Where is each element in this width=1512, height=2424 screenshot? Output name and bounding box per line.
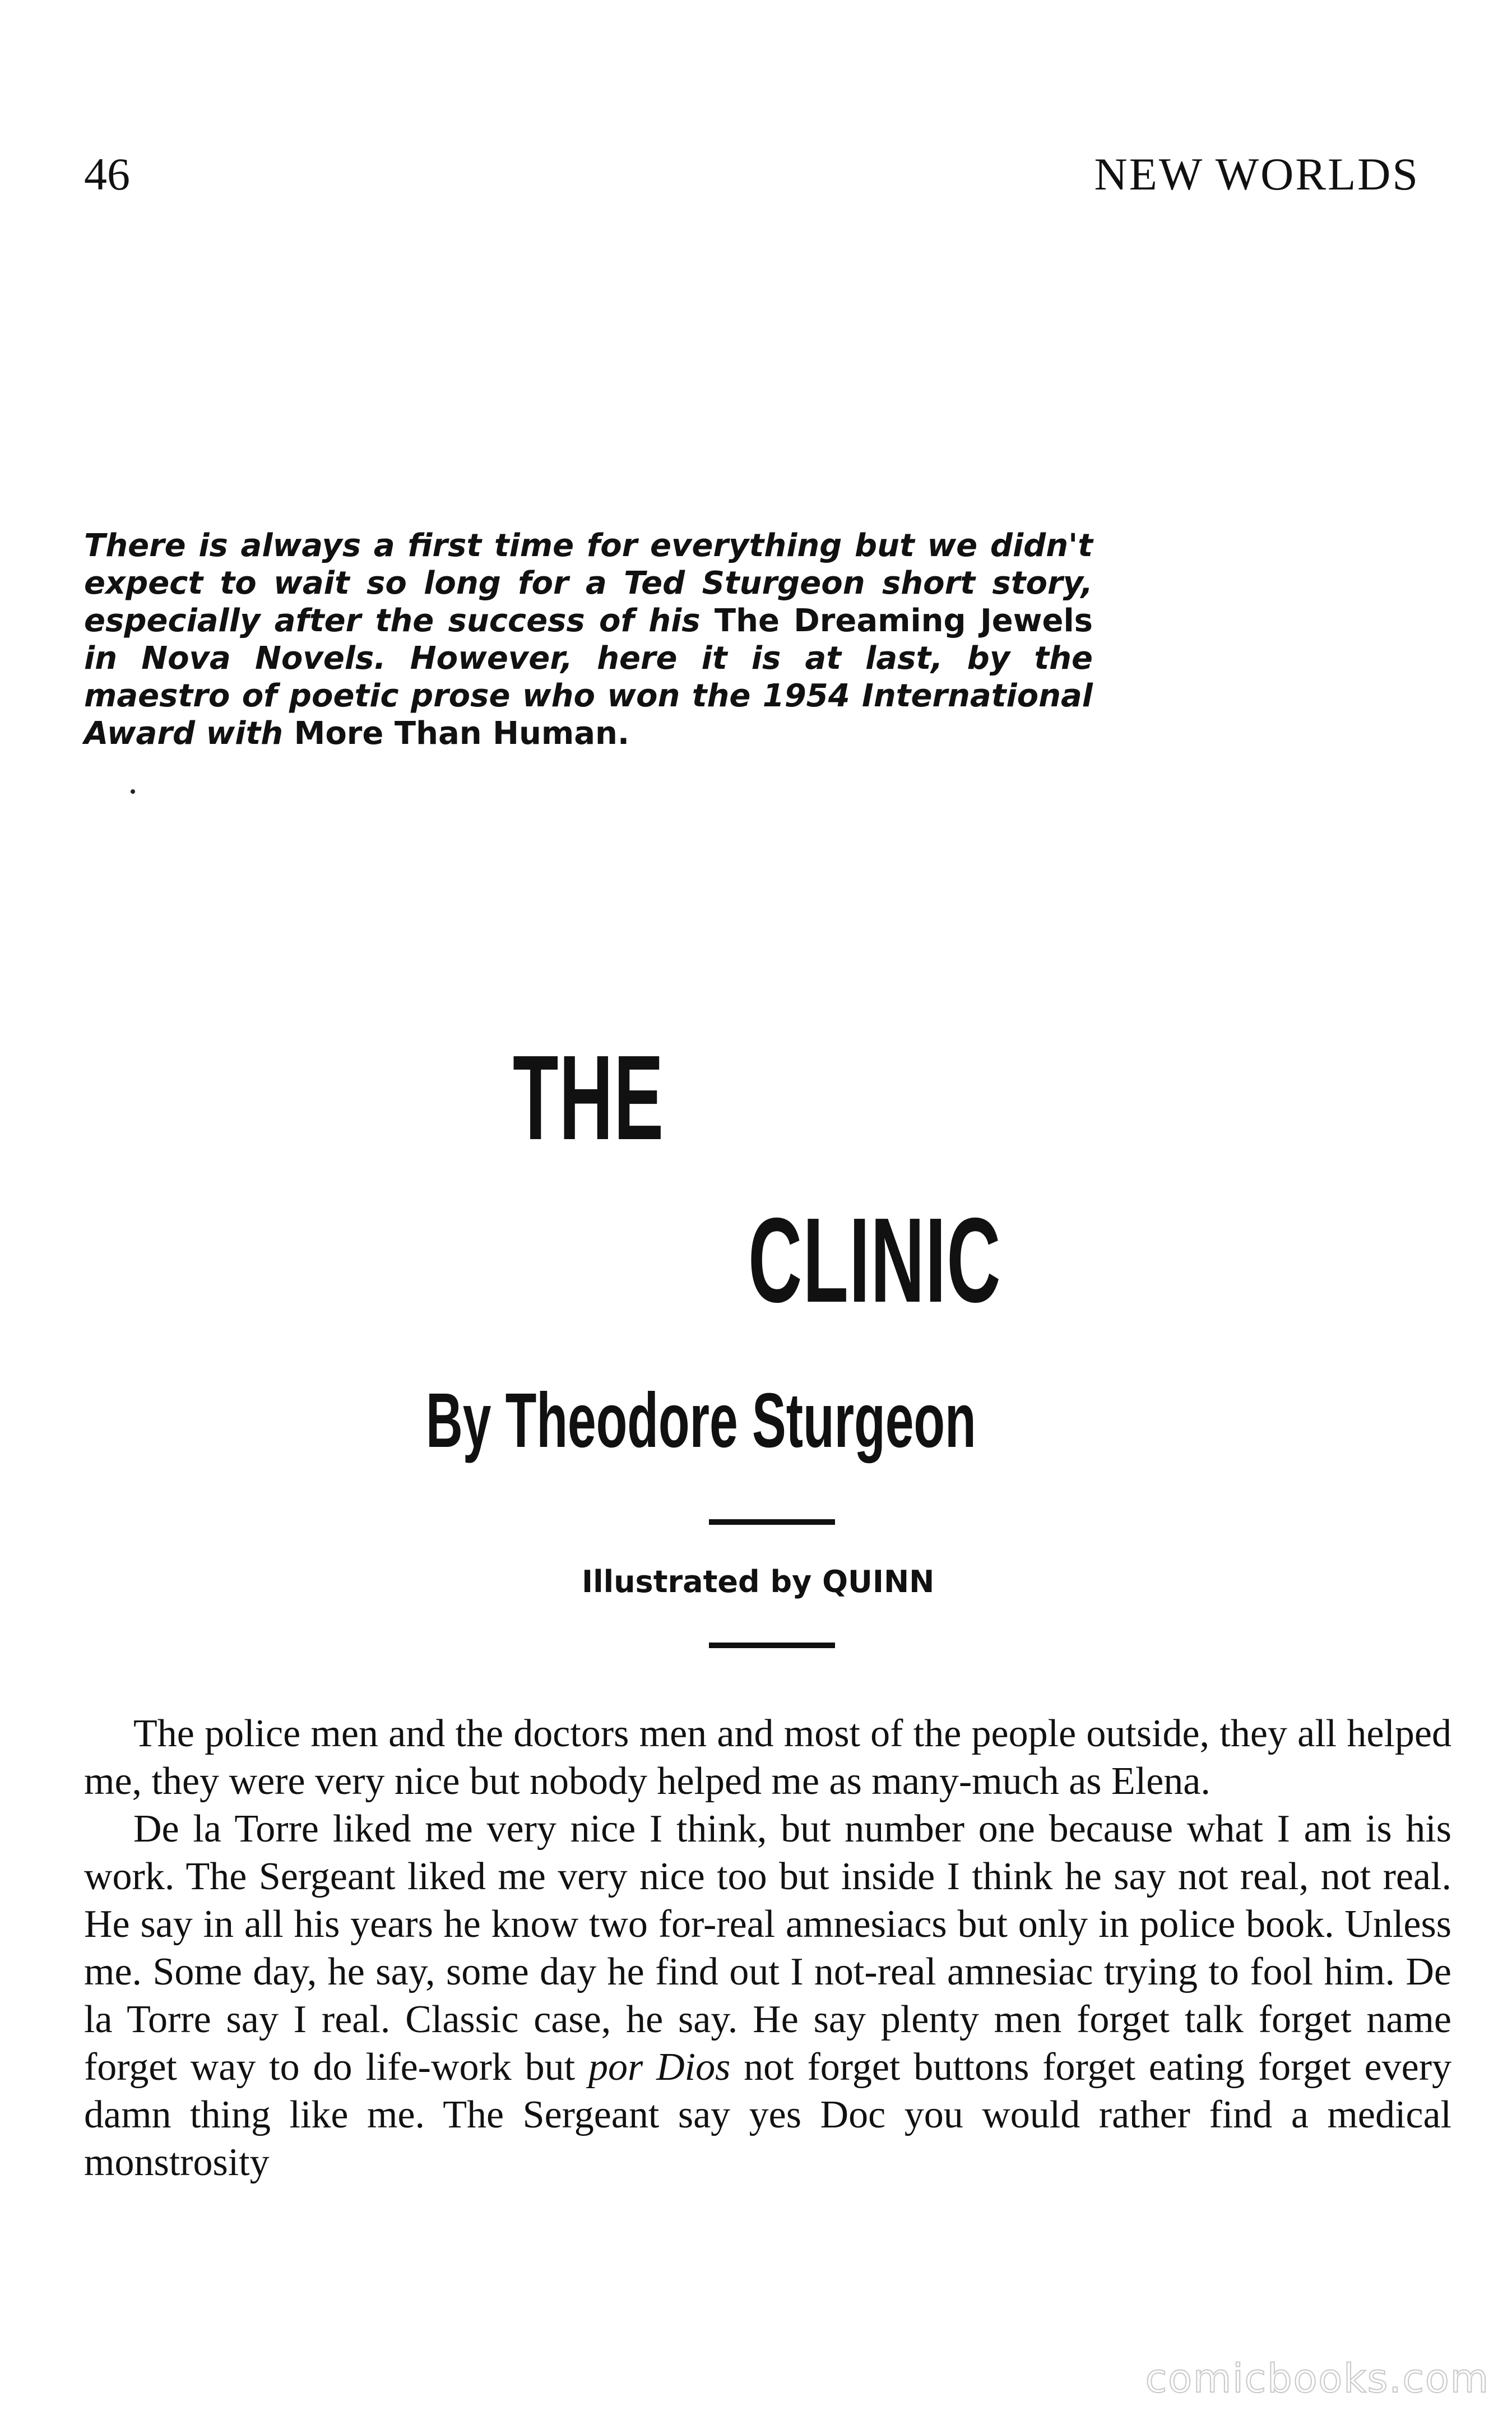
editorial-blurb	[84, 527, 1093, 752]
page-number: 46	[84, 149, 130, 200]
blurb-text-2: in Nova Novels. However, here it is at last, by the maestro of poetic prose who won the 1954 International Award with	[84, 640, 1093, 752]
story-paragraph-2	[84, 1805, 1451, 2186]
story-paragraph-2-text-b: not forget buttons forget eating forget every damn thing like me. The Sergeant say yes Doc you would rather find a medical monstrosity	[84, 2046, 1452, 2184]
story-body	[84, 1710, 1451, 2186]
blurb-text-3: .	[617, 715, 630, 752]
site-watermark: comicbooks.com	[1145, 2356, 1490, 2402]
magazine-title: NEW WORLDS	[1094, 149, 1420, 200]
illustrator-credit: Illustrated by QUINN	[582, 1564, 935, 1599]
blurb-book-title-2: More Than Human	[294, 715, 618, 752]
story-title-line-2: CLINIC	[748, 1192, 1001, 1327]
story-paragraph-2-text-a: De la Torre liked me very nice I think, but number one because what I am is his work. The Sergeant liked me very nice too but inside I think he say not real, not real. He say in all his years he know two for-real amnesiacs but only in police book. Unless me. Some day, he say, some day he find out I not-real amnesiac trying to fool him. De la Torre say I real. Classic case, he say. He say plenty men forget talk forget name forget way to do life-work but	[84, 1807, 1451, 2089]
story-paragraph-2-italic: por Dios	[588, 2046, 731, 2089]
divider-rule-top	[709, 1519, 835, 1525]
story-title-line-1: THE	[513, 1030, 665, 1165]
blurb-text-1: There is always a first time for everything but we didn't expect to wait so long for a Ted Sturgeon short story, especially after the success of his	[84, 528, 1093, 639]
story-paragraph-1: The police men and the doctors men and most of the people outside, they all helped me, they were very nice but nobody helped me as many-much as Elena.	[84, 1712, 1451, 1803]
blurb-book-title-1: The Dreaming Jewels	[714, 603, 1093, 639]
ink-speck	[131, 789, 135, 794]
divider-rule-bottom	[709, 1643, 835, 1648]
author-byline: By Theodore Sturgeon	[426, 1377, 976, 1464]
